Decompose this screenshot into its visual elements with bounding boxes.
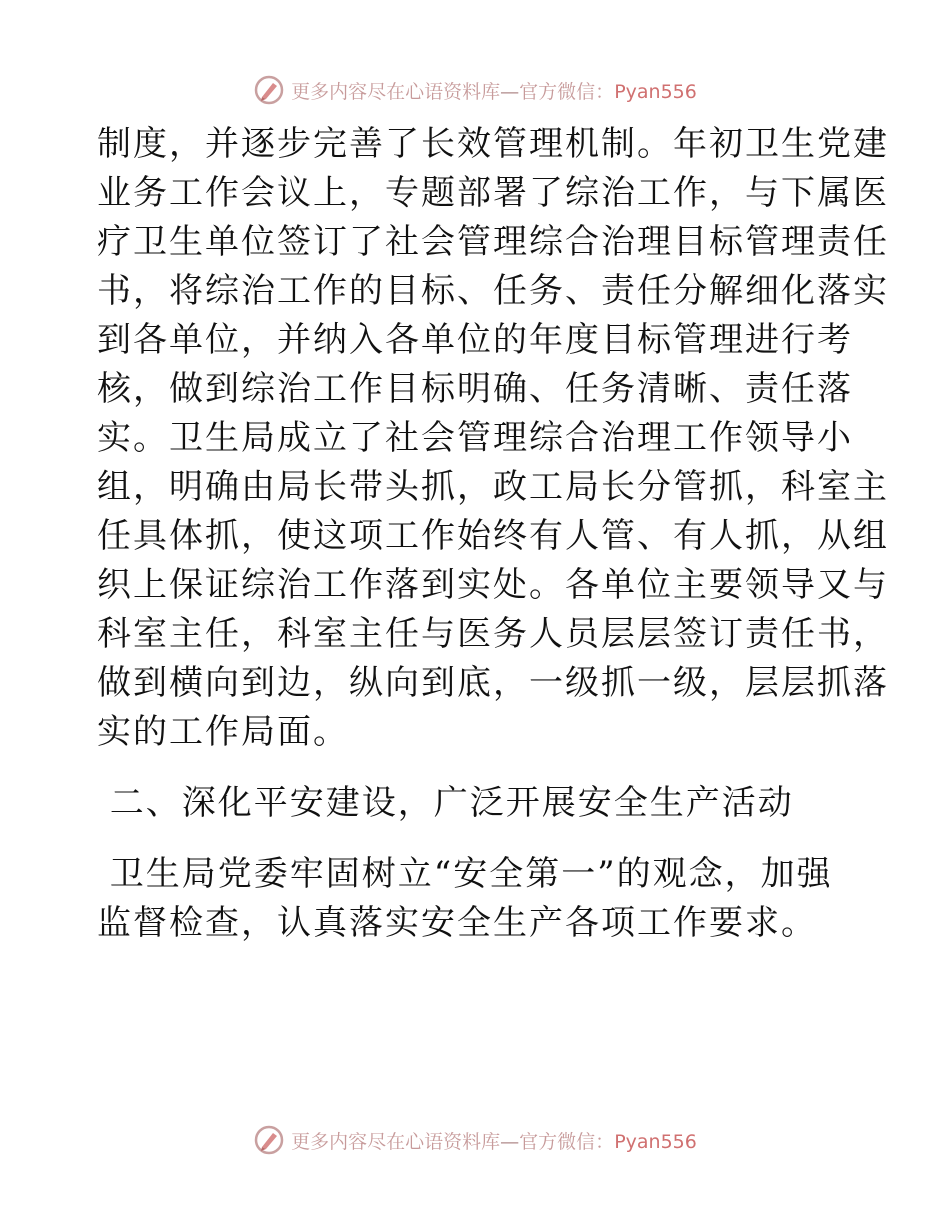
text-line: 业务工作会议上，专题部署了综治工作，与下属医 — [97, 173, 889, 213]
paragraph-1 — [97, 120, 889, 757]
watermark-contact: 官方微信： — [519, 80, 615, 103]
watermark-main: 更多内容尽在心语资料库 — [291, 80, 501, 103]
text-line: 到各单位，并纳入各单位的年度目标管理进行考 — [97, 320, 853, 360]
paragraph-spacer — [97, 828, 857, 850]
header-watermark — [0, 70, 950, 110]
paragraph-2 — [97, 850, 857, 948]
text-line: 任具体抓，使这项工作始终有人管、有人抓，从组 — [97, 516, 889, 556]
watermark-separator: — — [500, 1130, 520, 1153]
text-line: 卫生局党委牢固树立“安全第一”的观念，加强 — [97, 854, 833, 894]
pen-logo-icon — [253, 1124, 285, 1156]
paragraph-spacer — [97, 757, 857, 779]
footer-watermark — [0, 1120, 950, 1160]
watermark-wechat-id: Pyan556 — [614, 80, 697, 103]
watermark-contact: 官方微信： — [519, 1130, 615, 1153]
watermark-wechat-id: Pyan556 — [614, 1130, 697, 1153]
text-line: 书，将综治工作的目标、任务、责任分解细化落实 — [97, 271, 889, 311]
text-line: 科室主任，科室主任与医务人员层层签订责任书， — [97, 614, 889, 654]
text-line: 组，明确由局长带头抓，政工局长分管抓，科室主 — [97, 467, 889, 507]
text-line: 织上保证综治工作落到实处。各单位主要领导又与 — [97, 565, 889, 605]
text-line: 疗卫生单位签订了社会管理综合治理目标管理责任 — [97, 222, 889, 262]
text-line: 实的工作局面。 — [97, 712, 349, 752]
text-line: 监督检查，认真落实安全生产各项工作要求。 — [97, 903, 817, 943]
text-line: 制度，并逐步完善了长效管理机制。年初卫生党建 — [97, 124, 889, 164]
text-line: 实。卫生局成立了社会管理综合治理工作领导小 — [97, 418, 853, 458]
watermark-text — [291, 1127, 697, 1154]
pen-logo-icon — [253, 74, 285, 106]
watermark-main: 更多内容尽在心语资料库 — [291, 1130, 501, 1153]
document-body — [97, 120, 889, 948]
section-heading-2: 二、深化平安建设，广泛开展安全生产活动 — [97, 783, 794, 823]
watermark-text — [291, 77, 697, 104]
text-line: 核，做到综治工作目标明确、任务清晰、责任落 — [97, 369, 853, 409]
watermark-separator: — — [500, 80, 520, 103]
text-line: 做到横向到边，纵向到底，一级抓一级，层层抓落 — [97, 663, 889, 703]
